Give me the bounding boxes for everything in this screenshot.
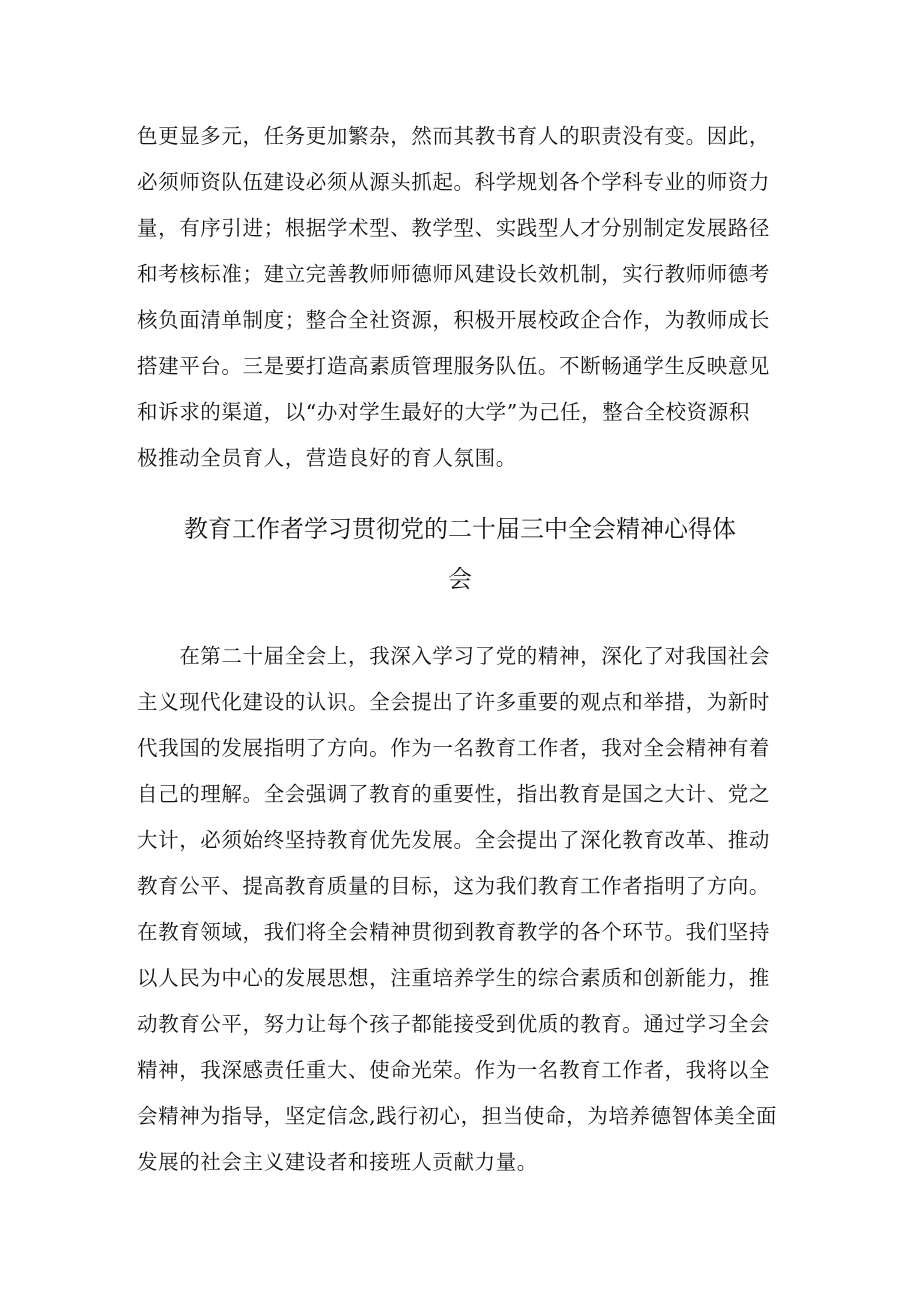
text-line: 大计，必须始终坚持教育优先发展。全会提出了深化教育改革、推动 [137,828,770,852]
text-line: 搭建平台。三是要打造高素质管理服务队伍。不断畅通学生反映意见 [137,354,770,378]
article-title [137,504,783,604]
text-line: 精神，我深感责任重大、使命光荣。作为一名教育工作者，我将以全 [137,1058,770,1082]
text-line: 极推动全员育人，营造良好的育人氛围。 [137,446,517,470]
text-line: 色更显多元，任务更加繁杂，然而其教书育人的职责没有变。因此， [137,124,770,148]
text-line: 在第二十届全会上，我深入学习了党的精神，深化了对我国社会 [137,644,770,668]
text-line: 以人民为中心的发展思想，注重培养学生的综合素质和创新能力，推 [137,966,770,990]
text-line: 会精神为指导，坚定信念,践行初心，担当使命，为培养德智体美全面 [137,1104,778,1128]
text-line: 必须师资队伍建设必须从源头抓起。科学规划各个学科专业的师资力 [137,170,770,194]
text-line: 主义现代化建设的认识。全会提出了许多重要的观点和举措，为新时 [137,690,770,714]
body-paragraph [137,633,797,1185]
text-line: 代我国的发展指明了方向。作为一名教育工作者，我对全会精神有着 [137,736,770,760]
title-line: 会 [448,565,472,593]
text-line: 量，有序引进；根据学术型、教学型、实践型人才分别制定发展路径 [137,216,770,240]
title-line: 教育工作者学习贯彻党的二十届三中全会精神心得体 [184,515,736,543]
text-line: 教育公平、提高教育质量的目标，这为我们教育工作者指明了方向。 [137,874,770,898]
text-line: 和诉求的渠道，以“办对学生最好的大学”为己任，整合全校资源积 [137,400,750,424]
continuation-paragraph [137,113,797,481]
text-line: 在教育领域，我们将全会精神贯彻到教育教学的各个环节。我们坚持 [137,920,770,944]
text-line: 发展的社会主义建设者和接班人贡献力量。 [137,1150,538,1174]
text-line: 动教育公平，努力让每个孩子都能接受到优质的教育。通过学习全会 [137,1012,770,1036]
text-line: 自己的理解。全会强调了教育的重要性，指出教育是国之大计、党之 [137,782,770,806]
text-line: 核负面清单制度；整合全社资源，积极开展校政企合作，为教师成长 [137,308,770,332]
text-line: 和考核标准；建立完善教师师德师风建设长效机制，实行教师师德考 [137,262,770,286]
